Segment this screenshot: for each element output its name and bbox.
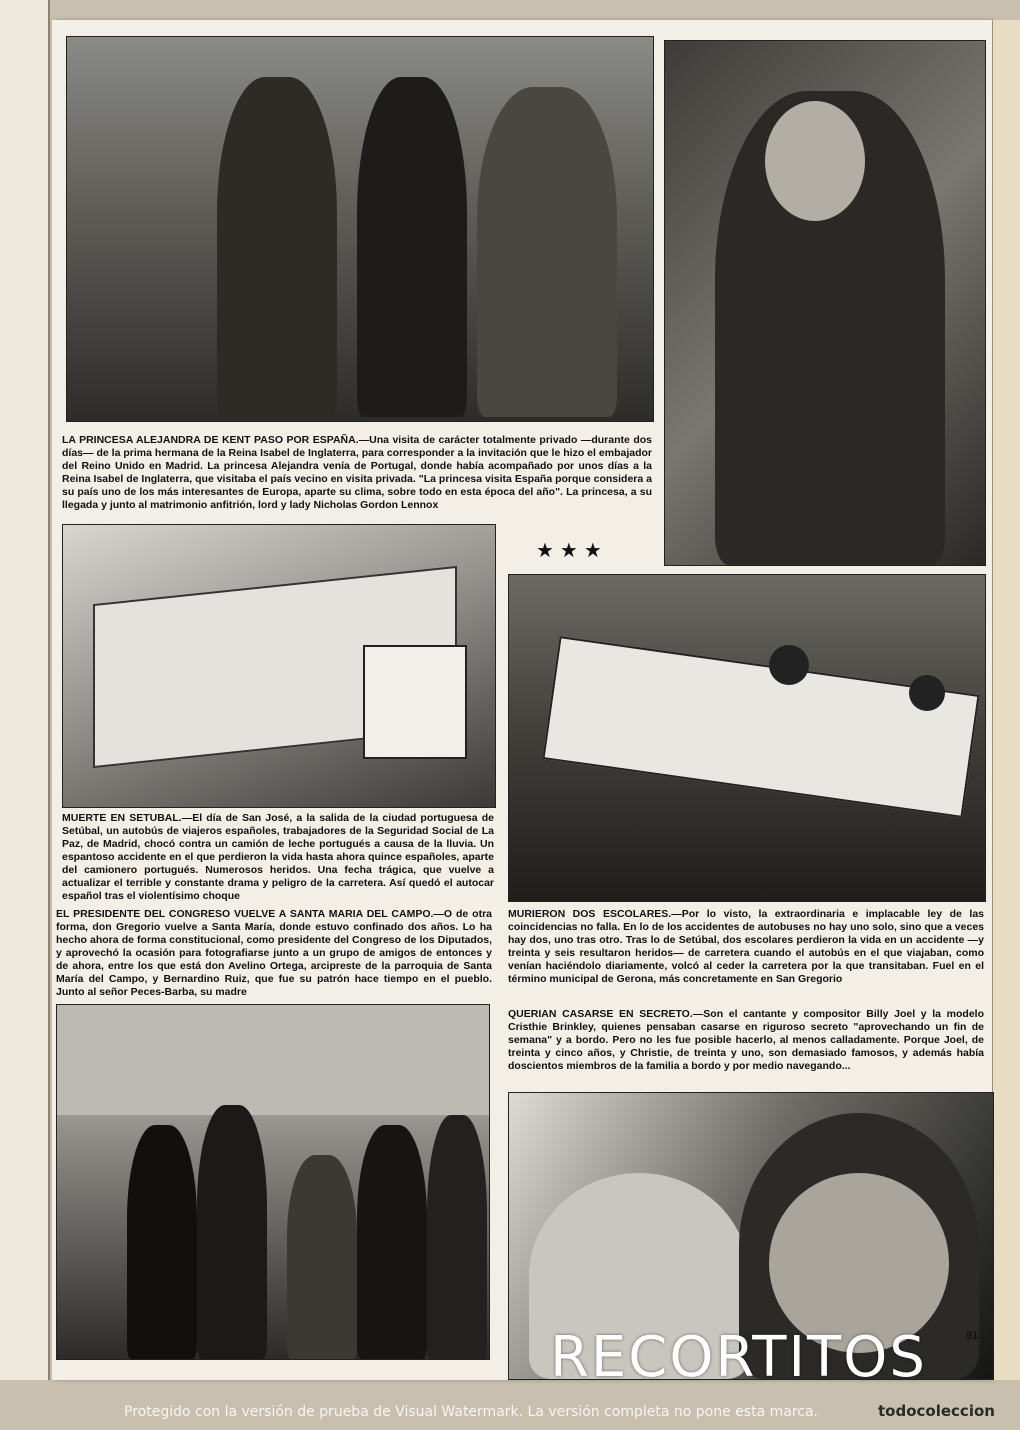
caption-body: —Son el cantante y compositor Billy Joel y la modelo Cristhie Brinkley, quienes pensaban casarse en riguroso secreto "aprovechando un fin de semana" y a bordo. Pero no les fue posible hacerlo, al menos calladamente. Porque Joel, de treinta y cinco años, y Christie, de treinta y uno, son demasiado famosos, y además había doscientos miembros de la familia a bordo y por medio navegando...	[508, 1008, 984, 1072]
logo-text: todocoleccion	[878, 1402, 995, 1420]
todocoleccion-logo	[878, 1402, 995, 1420]
photo-congress-president-group	[56, 1004, 490, 1360]
caption-princess-kent	[62, 434, 652, 512]
caption-headline: MUERTE EN SETUBAL.	[62, 812, 182, 824]
caption-headline: MURIERON DOS ESCOLARES.	[508, 908, 672, 920]
star-separator: ★★★	[536, 540, 608, 562]
photo-school-bus-overturned	[508, 574, 986, 902]
caption-headline: LA PRINCESA ALEJANDRA DE KENT PASO POR ESPAÑA.	[62, 434, 359, 446]
caption-congreso	[56, 908, 492, 999]
caption-escolares	[508, 908, 984, 986]
right-facing-page	[992, 20, 1020, 1380]
left-facing-page	[0, 0, 50, 1380]
page-number: 91	[966, 1330, 979, 1342]
caption-secreto	[508, 1008, 984, 1073]
photo-setubal-bus-wreck	[62, 524, 496, 808]
caption-body: —El día de San José, a la salida de la ciudad portuguesa de Setúbal, un autobús de viajeros españoles, trabajadores de la Seguridad Social de La Paz, de Madrid, chocó contra un camión de leche portugués a causa de la lluvia. Un espantoso accidente en el que perdieron la vida hasta ahora quince españoles, aparte del camionero portugués. Numerosos heridos. Una fecha trágica, que vuelve a actualizar el terrible y constante drama y peligro de la carretera. Así quedó el autocar español tras el violentísimo choque	[62, 812, 494, 902]
caption-body: —O de otra forma, don Gregorio vuelve a Santa María, donde estuvo confinado dos años. Lo ha hecho ahora de forma constitucional, como presidente del Congreso de los Diputados, y aprovechó la ocasión para fotografiarse junto a un grupo de amigos de entonces y de ahora, entre los que está don Avelino Ortega, arcipreste de la parroquia de Santa María del Campo, y Bernardino Ruiz, que fue su patrón hace tiempo en el pueblo. Junto al señor Peces-Barba, su madre	[56, 908, 492, 998]
watermark-notice: Protegido con la versión de prueba de Visual Watermark. La versión completa no pone esta marca.	[124, 1404, 818, 1420]
caption-headline: QUERIAN CASARSE EN SECRETO.	[508, 1008, 693, 1020]
photo-princess-portrait	[664, 40, 986, 566]
caption-headline: EL PRESIDENTE DEL CONGRESO VUELVE A SANTA MARIA DEL CAMPO.	[56, 908, 434, 920]
watermark-recortitos: RECORTITOS	[550, 1325, 927, 1390]
caption-setubal	[62, 812, 494, 903]
photo-princess-arrival	[66, 36, 654, 422]
caption-body: —Por lo visto, la extraordinaria e implacable ley de las coincidencias no falla. En lo de los accidentes de autobuses no hay uno solo, sino que a veces hay dos, uno tras otro. Tras lo de Setúbal, dos escolares perdieron la vida en un accidente —y treinta y seis resultaron heridos— de carretera cuando el autobús en el que viajaban, como venían haciéndolo diariamente, volcó al ceder la carretera por la que transitaban. Fuel en el término municipal de Gerona, más concretamente en San Gregorio	[508, 908, 984, 985]
caption-body: —Una visita de carácter totalmente privado —durante dos días— de la prima hermana de la Reina Isabel de Inglaterra, para corresponder a la invitación que le hizo el embajador del Reino Unido en Madrid. La princesa Alejandra venía de Portugal, donde había acompañado por unos días a la Reina Isabel de Inglaterra, que visitaba el país vecino en visita privada. "La princesa visita España porque considera a su país uno de los más interesantes de Europa, aparte su clima, sobre todo en esta época del año". La princesa, a su llegada y junto al matrimonio anfitrión, lord y lady Nicholas Gordon Lennox	[62, 434, 652, 511]
